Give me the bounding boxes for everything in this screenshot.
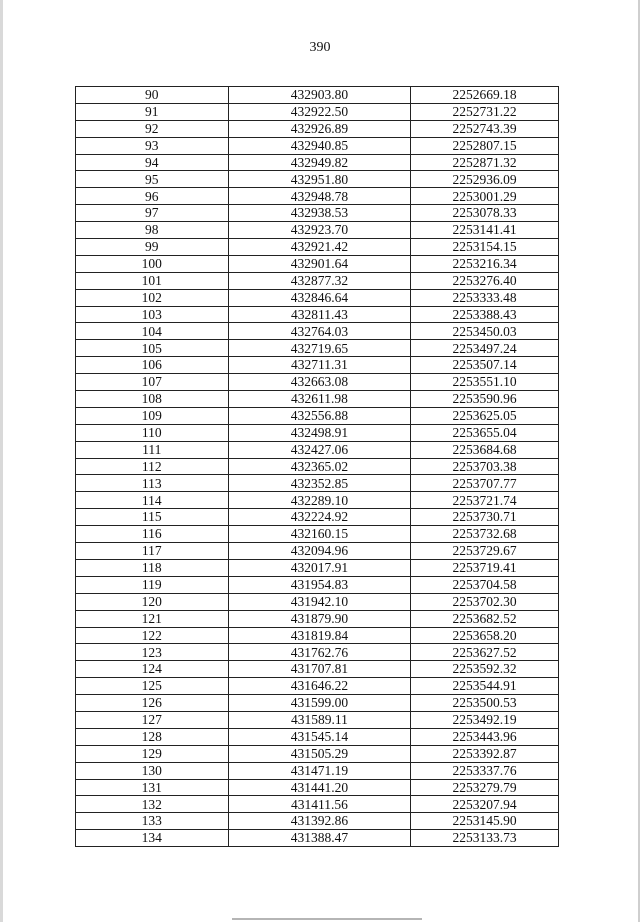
point-number-cell: 124 bbox=[76, 661, 229, 678]
table-row bbox=[76, 137, 559, 154]
point-number-cell: 105 bbox=[76, 340, 229, 357]
table-row bbox=[76, 526, 559, 543]
y-coordinate-cell: 2253730.71 bbox=[411, 509, 559, 526]
x-coordinate-cell: 432663.08 bbox=[228, 374, 411, 391]
point-number-cell: 117 bbox=[76, 543, 229, 560]
x-coordinate-cell: 432846.64 bbox=[228, 289, 411, 306]
x-coordinate-cell: 432877.32 bbox=[228, 272, 411, 289]
point-number-cell: 94 bbox=[76, 154, 229, 171]
coordinates-table-body bbox=[76, 87, 559, 847]
table-row bbox=[76, 475, 559, 492]
table-row bbox=[76, 644, 559, 661]
x-coordinate-cell: 431589.11 bbox=[228, 711, 411, 728]
table-row bbox=[76, 610, 559, 627]
table-row bbox=[76, 813, 559, 830]
x-coordinate-cell: 432764.03 bbox=[228, 323, 411, 340]
x-coordinate-cell: 431954.83 bbox=[228, 576, 411, 593]
table-row bbox=[76, 255, 559, 272]
x-coordinate-cell: 432901.64 bbox=[228, 255, 411, 272]
point-number-cell: 130 bbox=[76, 762, 229, 779]
point-number-cell: 91 bbox=[76, 103, 229, 120]
x-coordinate-cell: 431392.86 bbox=[228, 813, 411, 830]
x-coordinate-cell: 432948.78 bbox=[228, 188, 411, 205]
point-number-cell: 110 bbox=[76, 424, 229, 441]
point-number-cell: 129 bbox=[76, 745, 229, 762]
x-coordinate-cell: 431942.10 bbox=[228, 593, 411, 610]
table-row bbox=[76, 492, 559, 509]
x-coordinate-cell: 432811.43 bbox=[228, 306, 411, 323]
x-coordinate-cell: 431545.14 bbox=[228, 728, 411, 745]
y-coordinate-cell: 2252743.39 bbox=[411, 120, 559, 137]
table-row bbox=[76, 424, 559, 441]
x-coordinate-cell: 431599.00 bbox=[228, 695, 411, 712]
point-number-cell: 123 bbox=[76, 644, 229, 661]
table-row bbox=[76, 239, 559, 256]
y-coordinate-cell: 2252936.09 bbox=[411, 171, 559, 188]
point-number-cell: 93 bbox=[76, 137, 229, 154]
table-row bbox=[76, 543, 559, 560]
x-coordinate-cell: 431471.19 bbox=[228, 762, 411, 779]
x-coordinate-cell: 432938.53 bbox=[228, 205, 411, 222]
table-row bbox=[76, 779, 559, 796]
x-coordinate-cell: 432951.80 bbox=[228, 171, 411, 188]
table-row bbox=[76, 391, 559, 408]
table-row bbox=[76, 120, 559, 137]
x-coordinate-cell: 432719.65 bbox=[228, 340, 411, 357]
table-row bbox=[76, 509, 559, 526]
y-coordinate-cell: 2253719.41 bbox=[411, 559, 559, 576]
table-row bbox=[76, 357, 559, 374]
point-number-cell: 128 bbox=[76, 728, 229, 745]
y-coordinate-cell: 2252807.15 bbox=[411, 137, 559, 154]
x-coordinate-cell: 432224.92 bbox=[228, 509, 411, 526]
y-coordinate-cell: 2253492.19 bbox=[411, 711, 559, 728]
y-coordinate-cell: 2253443.96 bbox=[411, 728, 559, 745]
y-coordinate-cell: 2253729.67 bbox=[411, 543, 559, 560]
table-row bbox=[76, 661, 559, 678]
point-number-cell: 115 bbox=[76, 509, 229, 526]
table-row bbox=[76, 87, 559, 104]
y-coordinate-cell: 2253133.73 bbox=[411, 830, 559, 847]
table-row bbox=[76, 272, 559, 289]
x-coordinate-cell: 432611.98 bbox=[228, 391, 411, 408]
y-coordinate-cell: 2252731.22 bbox=[411, 103, 559, 120]
y-coordinate-cell: 2253625.05 bbox=[411, 407, 559, 424]
point-number-cell: 98 bbox=[76, 222, 229, 239]
point-number-cell: 112 bbox=[76, 458, 229, 475]
y-coordinate-cell: 2253707.77 bbox=[411, 475, 559, 492]
table-row bbox=[76, 711, 559, 728]
point-number-cell: 106 bbox=[76, 357, 229, 374]
y-coordinate-cell: 2253333.48 bbox=[411, 289, 559, 306]
y-coordinate-cell: 2253590.96 bbox=[411, 391, 559, 408]
x-coordinate-cell: 432711.31 bbox=[228, 357, 411, 374]
table-row bbox=[76, 205, 559, 222]
point-number-cell: 104 bbox=[76, 323, 229, 340]
footer-rule bbox=[232, 918, 422, 920]
y-coordinate-cell: 2253551.10 bbox=[411, 374, 559, 391]
y-coordinate-cell: 2252669.18 bbox=[411, 87, 559, 104]
table-row bbox=[76, 576, 559, 593]
x-coordinate-cell: 431762.76 bbox=[228, 644, 411, 661]
y-coordinate-cell: 2253507.14 bbox=[411, 357, 559, 374]
table-row bbox=[76, 441, 559, 458]
x-coordinate-cell: 431819.84 bbox=[228, 627, 411, 644]
x-coordinate-cell: 431646.22 bbox=[228, 678, 411, 695]
y-coordinate-cell: 2253627.52 bbox=[411, 644, 559, 661]
y-coordinate-cell: 2253500.53 bbox=[411, 695, 559, 712]
point-number-cell: 120 bbox=[76, 593, 229, 610]
point-number-cell: 96 bbox=[76, 188, 229, 205]
point-number-cell: 92 bbox=[76, 120, 229, 137]
table-row bbox=[76, 745, 559, 762]
table-row bbox=[76, 306, 559, 323]
y-coordinate-cell: 2253721.74 bbox=[411, 492, 559, 509]
x-coordinate-cell: 432922.50 bbox=[228, 103, 411, 120]
y-coordinate-cell: 2253592.32 bbox=[411, 661, 559, 678]
coordinates-table bbox=[75, 86, 559, 847]
y-coordinate-cell: 2253141.41 bbox=[411, 222, 559, 239]
y-coordinate-cell: 2253544.91 bbox=[411, 678, 559, 695]
point-number-cell: 118 bbox=[76, 559, 229, 576]
y-coordinate-cell: 2253703.38 bbox=[411, 458, 559, 475]
y-coordinate-cell: 2253337.76 bbox=[411, 762, 559, 779]
y-coordinate-cell: 2253704.58 bbox=[411, 576, 559, 593]
y-coordinate-cell: 2253682.52 bbox=[411, 610, 559, 627]
x-coordinate-cell: 432017.91 bbox=[228, 559, 411, 576]
table-row bbox=[76, 593, 559, 610]
table-row bbox=[76, 796, 559, 813]
point-number-cell: 108 bbox=[76, 391, 229, 408]
x-coordinate-cell: 432498.91 bbox=[228, 424, 411, 441]
x-coordinate-cell: 432094.96 bbox=[228, 543, 411, 560]
y-coordinate-cell: 2253279.79 bbox=[411, 779, 559, 796]
y-coordinate-cell: 2253684.68 bbox=[411, 441, 559, 458]
y-coordinate-cell: 2253655.04 bbox=[411, 424, 559, 441]
point-number-cell: 107 bbox=[76, 374, 229, 391]
point-number-cell: 121 bbox=[76, 610, 229, 627]
point-number-cell: 113 bbox=[76, 475, 229, 492]
y-coordinate-cell: 2253450.03 bbox=[411, 323, 559, 340]
x-coordinate-cell: 432903.80 bbox=[228, 87, 411, 104]
table-row bbox=[76, 103, 559, 120]
table-row bbox=[76, 374, 559, 391]
x-coordinate-cell: 432352.85 bbox=[228, 475, 411, 492]
x-coordinate-cell: 432921.42 bbox=[228, 239, 411, 256]
point-number-cell: 99 bbox=[76, 239, 229, 256]
point-number-cell: 131 bbox=[76, 779, 229, 796]
x-coordinate-cell: 431441.20 bbox=[228, 779, 411, 796]
table-row bbox=[76, 289, 559, 306]
table-row bbox=[76, 340, 559, 357]
table-row bbox=[76, 222, 559, 239]
point-number-cell: 90 bbox=[76, 87, 229, 104]
x-coordinate-cell: 432940.85 bbox=[228, 137, 411, 154]
point-number-cell: 116 bbox=[76, 526, 229, 543]
table-row bbox=[76, 695, 559, 712]
point-number-cell: 109 bbox=[76, 407, 229, 424]
y-coordinate-cell: 2253276.40 bbox=[411, 272, 559, 289]
table-row bbox=[76, 323, 559, 340]
point-number-cell: 114 bbox=[76, 492, 229, 509]
table-row bbox=[76, 728, 559, 745]
y-coordinate-cell: 2253392.87 bbox=[411, 745, 559, 762]
point-number-cell: 101 bbox=[76, 272, 229, 289]
x-coordinate-cell: 431388.47 bbox=[228, 830, 411, 847]
table-row bbox=[76, 154, 559, 171]
x-coordinate-cell: 432926.89 bbox=[228, 120, 411, 137]
point-number-cell: 119 bbox=[76, 576, 229, 593]
point-number-cell: 125 bbox=[76, 678, 229, 695]
page-number: 390 bbox=[309, 40, 331, 55]
y-coordinate-cell: 2252871.32 bbox=[411, 154, 559, 171]
y-coordinate-cell: 2253154.15 bbox=[411, 239, 559, 256]
x-coordinate-cell: 432160.15 bbox=[228, 526, 411, 543]
point-number-cell: 102 bbox=[76, 289, 229, 306]
table-row bbox=[76, 627, 559, 644]
y-coordinate-cell: 2253001.29 bbox=[411, 188, 559, 205]
point-number-cell: 103 bbox=[76, 306, 229, 323]
x-coordinate-cell: 432949.82 bbox=[228, 154, 411, 171]
scan-left-edge bbox=[0, 0, 3, 922]
x-coordinate-cell: 432556.88 bbox=[228, 407, 411, 424]
y-coordinate-cell: 2253702.30 bbox=[411, 593, 559, 610]
x-coordinate-cell: 432365.02 bbox=[228, 458, 411, 475]
x-coordinate-cell: 432427.06 bbox=[228, 441, 411, 458]
table-row bbox=[76, 458, 559, 475]
point-number-cell: 95 bbox=[76, 171, 229, 188]
y-coordinate-cell: 2253078.33 bbox=[411, 205, 559, 222]
point-number-cell: 133 bbox=[76, 813, 229, 830]
y-coordinate-cell: 2253216.34 bbox=[411, 255, 559, 272]
x-coordinate-cell: 432289.10 bbox=[228, 492, 411, 509]
point-number-cell: 111 bbox=[76, 441, 229, 458]
x-coordinate-cell: 431879.90 bbox=[228, 610, 411, 627]
point-number-cell: 100 bbox=[76, 255, 229, 272]
y-coordinate-cell: 2253207.94 bbox=[411, 796, 559, 813]
point-number-cell: 97 bbox=[76, 205, 229, 222]
y-coordinate-cell: 2253658.20 bbox=[411, 627, 559, 644]
y-coordinate-cell: 2253497.24 bbox=[411, 340, 559, 357]
point-number-cell: 126 bbox=[76, 695, 229, 712]
y-coordinate-cell: 2253388.43 bbox=[411, 306, 559, 323]
table-row bbox=[76, 678, 559, 695]
point-number-cell: 127 bbox=[76, 711, 229, 728]
table-row bbox=[76, 188, 559, 205]
x-coordinate-cell: 431411.56 bbox=[228, 796, 411, 813]
point-number-cell: 134 bbox=[76, 830, 229, 847]
table-row bbox=[76, 762, 559, 779]
x-coordinate-cell: 431505.29 bbox=[228, 745, 411, 762]
x-coordinate-cell: 432923.70 bbox=[228, 222, 411, 239]
point-number-cell: 122 bbox=[76, 627, 229, 644]
y-coordinate-cell: 2253732.68 bbox=[411, 526, 559, 543]
table-row bbox=[76, 171, 559, 188]
x-coordinate-cell: 431707.81 bbox=[228, 661, 411, 678]
y-coordinate-cell: 2253145.90 bbox=[411, 813, 559, 830]
table-row bbox=[76, 407, 559, 424]
table-row bbox=[76, 830, 559, 847]
table-row bbox=[76, 559, 559, 576]
point-number-cell: 132 bbox=[76, 796, 229, 813]
